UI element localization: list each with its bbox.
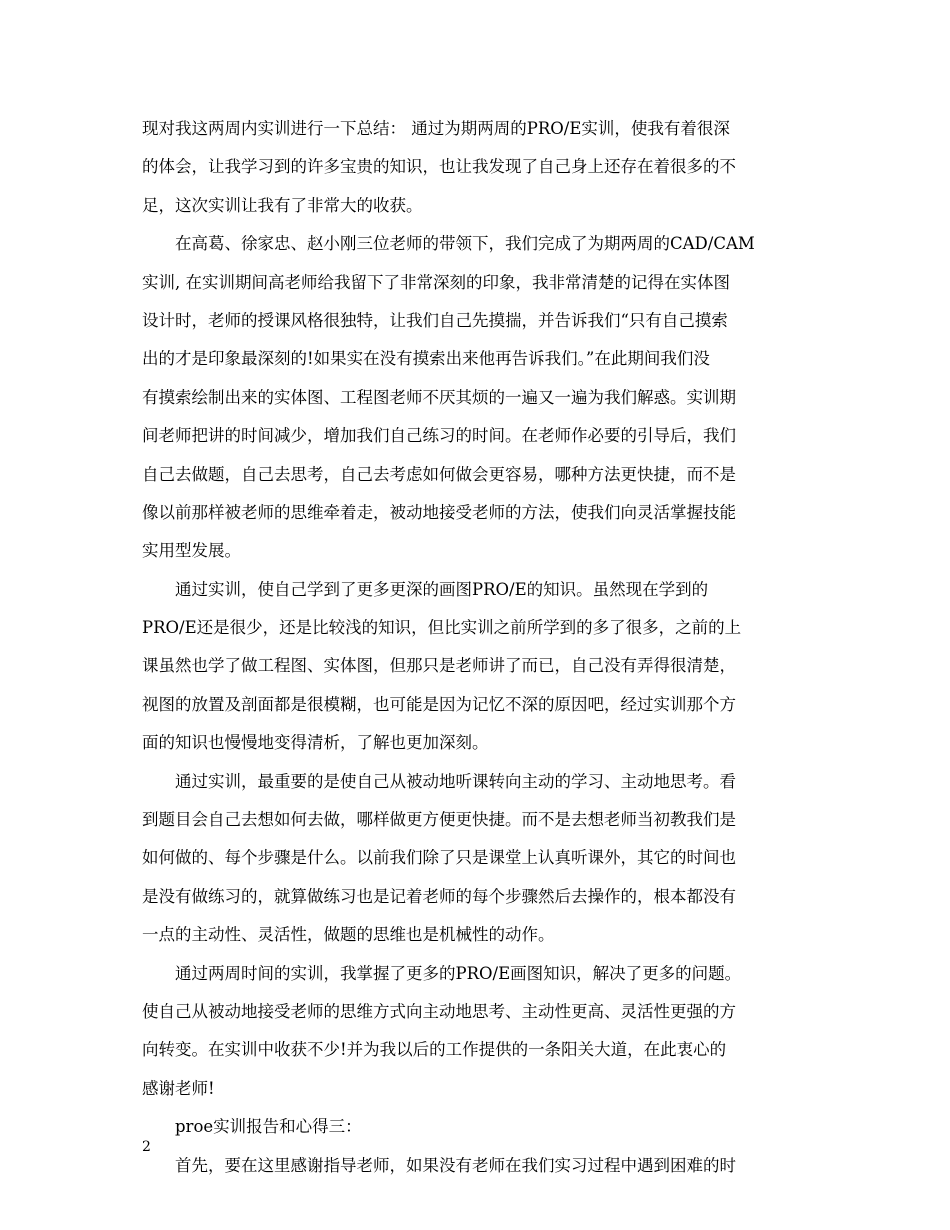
text-line: 是没有做练习的，就算做练习也是记着老师的每个步骤然后去操作的，根本都没有 [142,886,736,906]
text-line: 在高葛、徐家忠、赵小刚三位老师的带领下，我们完成了为期两周的CAD/CAM [175,234,755,254]
text-line: 间老师把讲的时间减少，增加我们自己练习的时间。在老师作必要的引导后，我们 [142,426,736,446]
text-line: 现对我这两周内实训进行一下总结： 通过为期两周的PRO/E实训，使我有着很深 [142,119,730,138]
text-line: 出的才是印象最深刻的!如果实在没有摸索出来他再告诉我们。”在此期间我们没 [142,349,710,369]
text-line: 自己去做题，自己去思考，自己去考虑如何做会更容易，哪种方法更快捷，而不是 [142,464,736,484]
text-line: 课虽然也学了做工程图、实体图，但那只是老师讲了而已，自己没有弄得很清楚， [142,656,736,676]
text-line: 像以前那样被老师的思维牵着走，被动地接受老师的方法，使我们向灵活掌握技能 [142,502,736,522]
text-line: 实训, 在实训期间高老师给我留下了非常深刻的印象，我非常清楚的记得在实体图 [142,272,730,292]
text-line: 面的知识也慢慢地变得清析，了解也更加深刻。 [142,733,489,753]
body-text [142,110,812,1185]
text-line: 使自己从被动地接受老师的思维方式向主动地思考、主动性更高、灵活性更强的方 [142,1001,736,1021]
text-line: 足，这次实训让我有了非常大的收获。 [142,195,423,215]
text-line: 向转变。在实训中收获不少!并为我以后的工作提供的一条阳关大道，在此衷心的 [142,1040,727,1060]
text-line: 如何做的、每个步骤是什么。以前我们除了只是课堂上认真听课外，其它的时间也 [142,848,736,868]
text-line: 的体会，让我学习到的许多宝贵的知识，也让我发现了自己身上还存在着很多的不 [142,157,736,177]
text-line: 设计时，老师的授课风格很独特，让我们自己先摸揣，并告诉我们“只有自己摸索 [142,310,728,330]
text-line: 通过实训，最重要的是使自己从被动地听课转向主动的学习、主动地思考。看 [175,771,736,791]
text-line: 首先，要在这里感谢指导老师，如果没有老师在我们实习过程中遇到困难的时 [175,1155,736,1175]
text-line: 到题目会自己去想如何去做，哪样做更方便更快捷。而不是去想老师当初教我们是 [142,810,736,830]
text-line: PRO/E还是很少，还是比较浅的知识，但比实训之前所学到的多了很多，之前的上 [142,618,742,638]
text-line: 一点的主动性、灵活性，做题的思维也是机械性的动作。 [142,925,555,945]
text-line: 通过实训，使自己学到了更多更深的画图PRO/E的知识。虽然现在学到的 [175,579,709,599]
text-line: 通过两周时间的实训，我掌握了更多的PRO/E画图知识，解决了更多的问题。 [175,963,742,983]
text-line: 视图的放置及剖面都是很模糊，也可能是因为记忆不深的原因吧，经过实训那个方 [142,694,736,714]
page-number: 2 [142,1139,151,1155]
text-line: proe实训报告和心得三： [175,1117,362,1137]
text-line: 实用型发展。 [142,541,241,561]
text-line: 感谢老师! [142,1078,215,1098]
text-line: 有摸索绘制出来的实体图、工程图老师不厌其烦的一遍又一遍为我们解惑。实训期 [142,387,736,407]
